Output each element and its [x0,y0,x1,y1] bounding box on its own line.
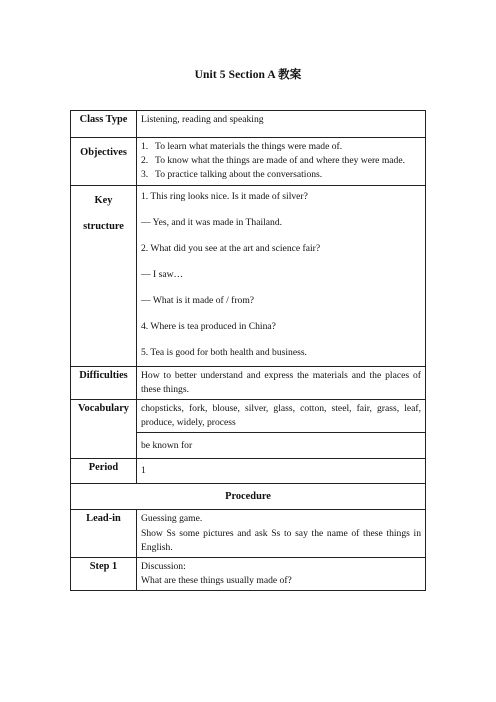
objectives-label: Objectives [71,138,137,186]
row-period [71,459,426,484]
row-step-1 [71,558,426,591]
row-difficulties [71,366,426,399]
objective-item: 3. To practice talking about the conversations. [141,169,323,181]
step-1-label: Step 1 [71,558,137,591]
row-key-structure [71,185,426,366]
row-objectives [71,138,426,186]
key-structure-cell [137,185,426,366]
lead-in-label: Lead-in [71,510,137,558]
objective-item: 2. To know what the things are made of and where they were made. [141,155,406,167]
structure-line: 5. Tea is good for both health and business. [141,346,307,358]
vocabulary-words: chopsticks, fork, blouse, silver, glass, cotton, steel, fair, grass, leaf, produce, widely, process [137,400,426,433]
objectives-list [141,140,421,183]
step-1-line: Discussion: [141,561,186,573]
structure-line: — Yes, and it was made in Thailand. [141,216,283,228]
objective-item: 1. To learn what materials the things were made of. [141,141,343,152]
row-class-type [71,111,426,138]
period-value: 1 [137,459,426,484]
lesson-plan-table [70,110,426,591]
row-lead-in [71,510,426,558]
step-1-line: What are these things usually made of? [141,575,292,587]
structure-line: 4. Where is tea produced in China? [141,320,276,332]
difficulties-value: How to better understand and express the materials and the places of these things. [137,366,426,399]
lead-in-cell [137,510,426,558]
procedure-heading: Procedure [71,484,426,510]
class-type-label: Class Type [71,111,137,138]
key-structure-label: Key structure [71,185,137,366]
structure-line: 1. This ring looks nice. Is it made of silver? [141,190,308,202]
row-procedure [71,484,426,510]
difficulties-label: Difficulties [71,366,137,399]
objectives-cell [137,138,426,186]
document-title: Unit 5 Section A 教案 [194,69,302,81]
lead-in-line: Guessing game. [141,513,203,525]
period-label: Period [71,459,137,484]
vocabulary-label: Vocabulary [71,400,137,459]
class-type-value: Listening, reading and speaking [137,111,426,138]
vocabulary-phrase: be known for [137,433,426,459]
structure-line: — What is it made of / from? [141,294,255,306]
lead-in-line: Show Ss some pictures and ask Ss to say the name of these things in English. [141,527,421,553]
structure-line: 2. What did you see at the art and science fair? [141,242,321,254]
structure-line: — I saw… [141,268,184,280]
row-vocabulary-words [71,400,426,433]
step-1-cell [137,558,426,591]
